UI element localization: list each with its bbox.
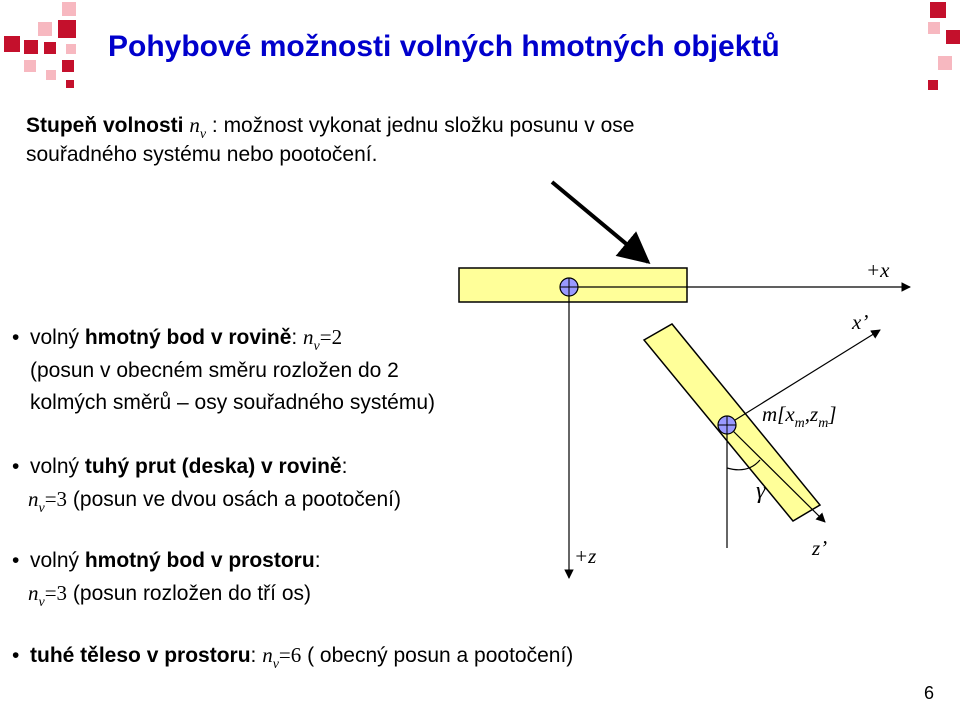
z-prime-axis xyxy=(727,425,825,522)
intro-line-2: souřadného systému nebo pootočení. xyxy=(26,143,378,166)
label-plus-x: +x xyxy=(866,258,890,282)
node-rotated xyxy=(718,416,736,434)
intro-symbol: $n_v$ xyxy=(189,113,207,142)
intro-definition: : možnost vykonat jednu složku posunu v ose xyxy=(206,114,635,137)
node-top xyxy=(560,278,578,296)
bullet-point-mass-plane-line3: kolmých směrů – osy souřadného systému) xyxy=(30,391,435,414)
intro-term: Stupeň volnosti xyxy=(26,114,184,137)
label-z-prime: z’ xyxy=(812,536,828,560)
bullet-rigid-body-space: • tuhé těleso v prostoru: $n_v=6$ ( obecný posun a pootočení) xyxy=(12,643,574,672)
bullet-rigid-bar-plane-line2: $n_v=3$ (posun ve dvou osách a pootočení) xyxy=(28,487,401,516)
slide-title: Pohybové možnosti volných hmotných objektů xyxy=(108,30,780,63)
label-x-prime: x’ xyxy=(852,310,869,334)
page-number: 6 xyxy=(923,683,934,703)
bullet-point-mass-space: • volný hmotný bod v prostoru: xyxy=(12,549,321,572)
label-mass-point: $m[x_m,z_m]$ xyxy=(762,402,837,431)
bullet-point-mass-plane: • volný hmotný bod v rovině: $n_v=2$ xyxy=(12,325,343,354)
label-plus-z: +z xyxy=(574,544,597,568)
bullet-point-mass-plane-line2: (posun v obecném směru rozložen do 2 xyxy=(30,359,399,382)
load-arrow xyxy=(552,182,648,262)
bullet-point-mass-space-line2: $n_v=3$ (posun rozložen do tří os) xyxy=(28,581,312,610)
label-gamma: γ xyxy=(756,478,766,504)
bullet-rigid-bar-plane: • volný tuhý prut (deska) v rovině: xyxy=(12,455,348,478)
